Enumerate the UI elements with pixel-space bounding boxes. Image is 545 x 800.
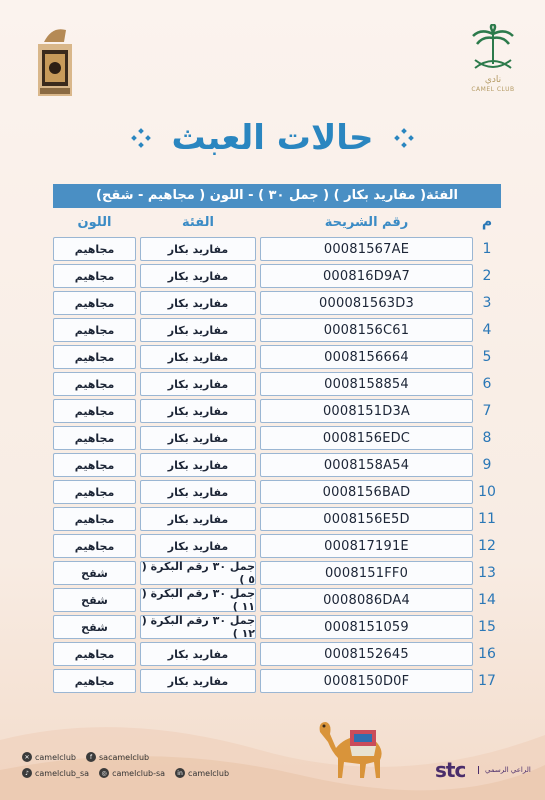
category-cell: مفاريد بكار [140,318,256,342]
linkedin-icon: in [175,768,185,778]
color-cell: مجاهيم [53,426,136,450]
chip-id-cell: 000081563D3 [260,291,473,315]
color-cell: مجاهيم [53,534,136,558]
svg-text:نادي: نادي [484,75,502,85]
category-cell: مفاريد بكار [140,642,256,666]
category-cell: جمل ٣٠ رقم البكرة ( ١١ ) [141,587,255,613]
color-cell: مجاهيم [53,480,136,504]
row-number: 5 [482,349,492,365]
palm-swords-icon [463,24,523,86]
color-cell: مجاهيم [53,345,136,369]
facebook-icon: f [86,752,96,762]
logo-caption: CAMEL CLUB [471,86,515,93]
table-row [53,669,501,693]
desert-dunes [0,680,545,800]
chip-id-cell: 0008156EDC [260,426,473,450]
social-x-link[interactable]: ✕ camelclub [22,752,76,762]
category-cell: مفاريد بكار [140,480,256,504]
ornament-icon [130,127,152,149]
category-cell: مفاريد بكار [140,399,256,423]
table-row [53,318,501,342]
category-cell: مفاريد بكار [140,372,256,396]
table-column-headers [53,210,501,234]
row-number: 10 [478,484,496,500]
category-cell: مفاريد بكار [140,237,256,261]
tiktok-icon: ♪ [22,768,32,778]
chip-id-cell: 0008156C61 [260,318,473,342]
table-row [53,426,501,450]
row-number: 11 [478,511,496,527]
table-row [53,372,501,396]
chip-id-cell: 0008156664 [260,345,473,369]
row-number: 13 [478,565,496,581]
x-icon: ✕ [22,752,32,762]
chip-id-cell: 00081567AE [260,237,473,261]
table-row [53,345,501,369]
color-cell: شقح [53,588,136,612]
color-cell: مجاهيم [53,264,136,288]
chip-id-cell: 0008151D3A [260,399,473,423]
sponsor-logo: stc [435,758,466,782]
row-number: 3 [482,295,492,311]
row-number: 15 [478,619,496,635]
social-tiktok-link[interactable]: ♪ camelclub_sa [22,768,89,778]
table-row [53,507,501,531]
chip-id-cell: 0008158A54 [260,453,473,477]
table-row [53,480,501,504]
table-row [53,588,501,612]
color-cell: شقح [53,615,136,639]
chip-id-cell: 000816D9A7 [260,264,473,288]
category-cell: مفاريد بكار [140,345,256,369]
row-number: 16 [478,646,496,662]
table-row [53,642,501,666]
color-cell: مجاهيم [53,453,136,477]
row-number: 1 [482,241,492,257]
ornament-icon [393,127,415,149]
category-cell: مفاريد بكار [140,291,256,315]
category-cell: مفاريد بكار [140,264,256,288]
column-header-num: م [481,214,493,230]
table-row [53,561,501,585]
social-linkedin-link[interactable]: in camelclub [175,768,229,778]
color-cell: مجاهيم [53,642,136,666]
instagram-icon: ◎ [99,768,109,778]
row-number: 9 [482,457,492,473]
column-header-id: رقم الشريحة [324,214,409,230]
row-number: 14 [478,592,496,608]
chip-id-cell: 000817191E [260,534,473,558]
color-cell: مجاهيم [53,507,136,531]
table-row [53,291,501,315]
chip-id-cell: 0008152645 [260,642,473,666]
category-cell: مفاريد بكار [140,507,256,531]
row-number: 2 [482,268,492,284]
column-header-category: الفئة [182,214,214,230]
sponsor-tagline: الراعي الرسمي [478,766,531,774]
category-cell: جمل ٣٠ رقم البكرة ( ١٢ ) [141,614,255,640]
chip-id-cell: 0008158854 [260,372,473,396]
color-cell: مجاهيم [53,318,136,342]
row-number: 6 [482,376,492,392]
table-caption: الفئة( مفاريد بكار ) ( جمل ٣٠ ) - اللون ( مجاهيم - شقح) [53,184,501,208]
category-cell: جمل ٣٠ رقم البكرة ( ٥ ) [141,560,255,586]
row-number: 4 [482,322,492,338]
category-cell: مفاريد بكار [140,534,256,558]
table-row [53,237,501,261]
chip-id-cell: 0008086DA4 [260,588,473,612]
category-cell: مفاريد بكار [140,453,256,477]
social-facebook-link[interactable]: f sacamelclub [86,752,149,762]
color-cell: مجاهيم [53,237,136,261]
camel-club-logo [463,24,523,104]
social-links [22,749,239,781]
row-number: 8 [482,430,492,446]
table-row [53,615,501,639]
color-cell: مجاهيم [53,372,136,396]
page-title: حالات العبث [171,118,374,158]
color-cell: شقح [53,561,136,585]
color-cell: مجاهيم [53,291,136,315]
row-number: 7 [482,403,492,419]
column-header-color: اللون [77,214,112,230]
category-cell: مفاريد بكار [140,426,256,450]
festival-logo [30,22,80,102]
table-row [53,534,501,558]
chip-id-cell: 0008150D0F [260,669,473,693]
table-body [53,237,501,693]
row-number: 12 [478,538,496,554]
table-row [53,264,501,288]
title-block [0,118,545,158]
chip-id-cell: 0008156BAD [260,480,473,504]
row-number: 17 [478,673,496,689]
chip-id-cell: 0008151059 [260,615,473,639]
table-row [53,399,501,423]
color-cell: مجاهيم [53,669,136,693]
chip-table [53,184,501,693]
camel-illustration [310,712,400,782]
chip-id-cell: 0008151FF0 [260,561,473,585]
category-cell: مفاريد بكار [140,669,256,693]
social-instagram-link[interactable]: ◎ camelclub-sa [99,768,165,778]
table-row [53,453,501,477]
color-cell: مجاهيم [53,399,136,423]
chip-id-cell: 0008156E5D [260,507,473,531]
